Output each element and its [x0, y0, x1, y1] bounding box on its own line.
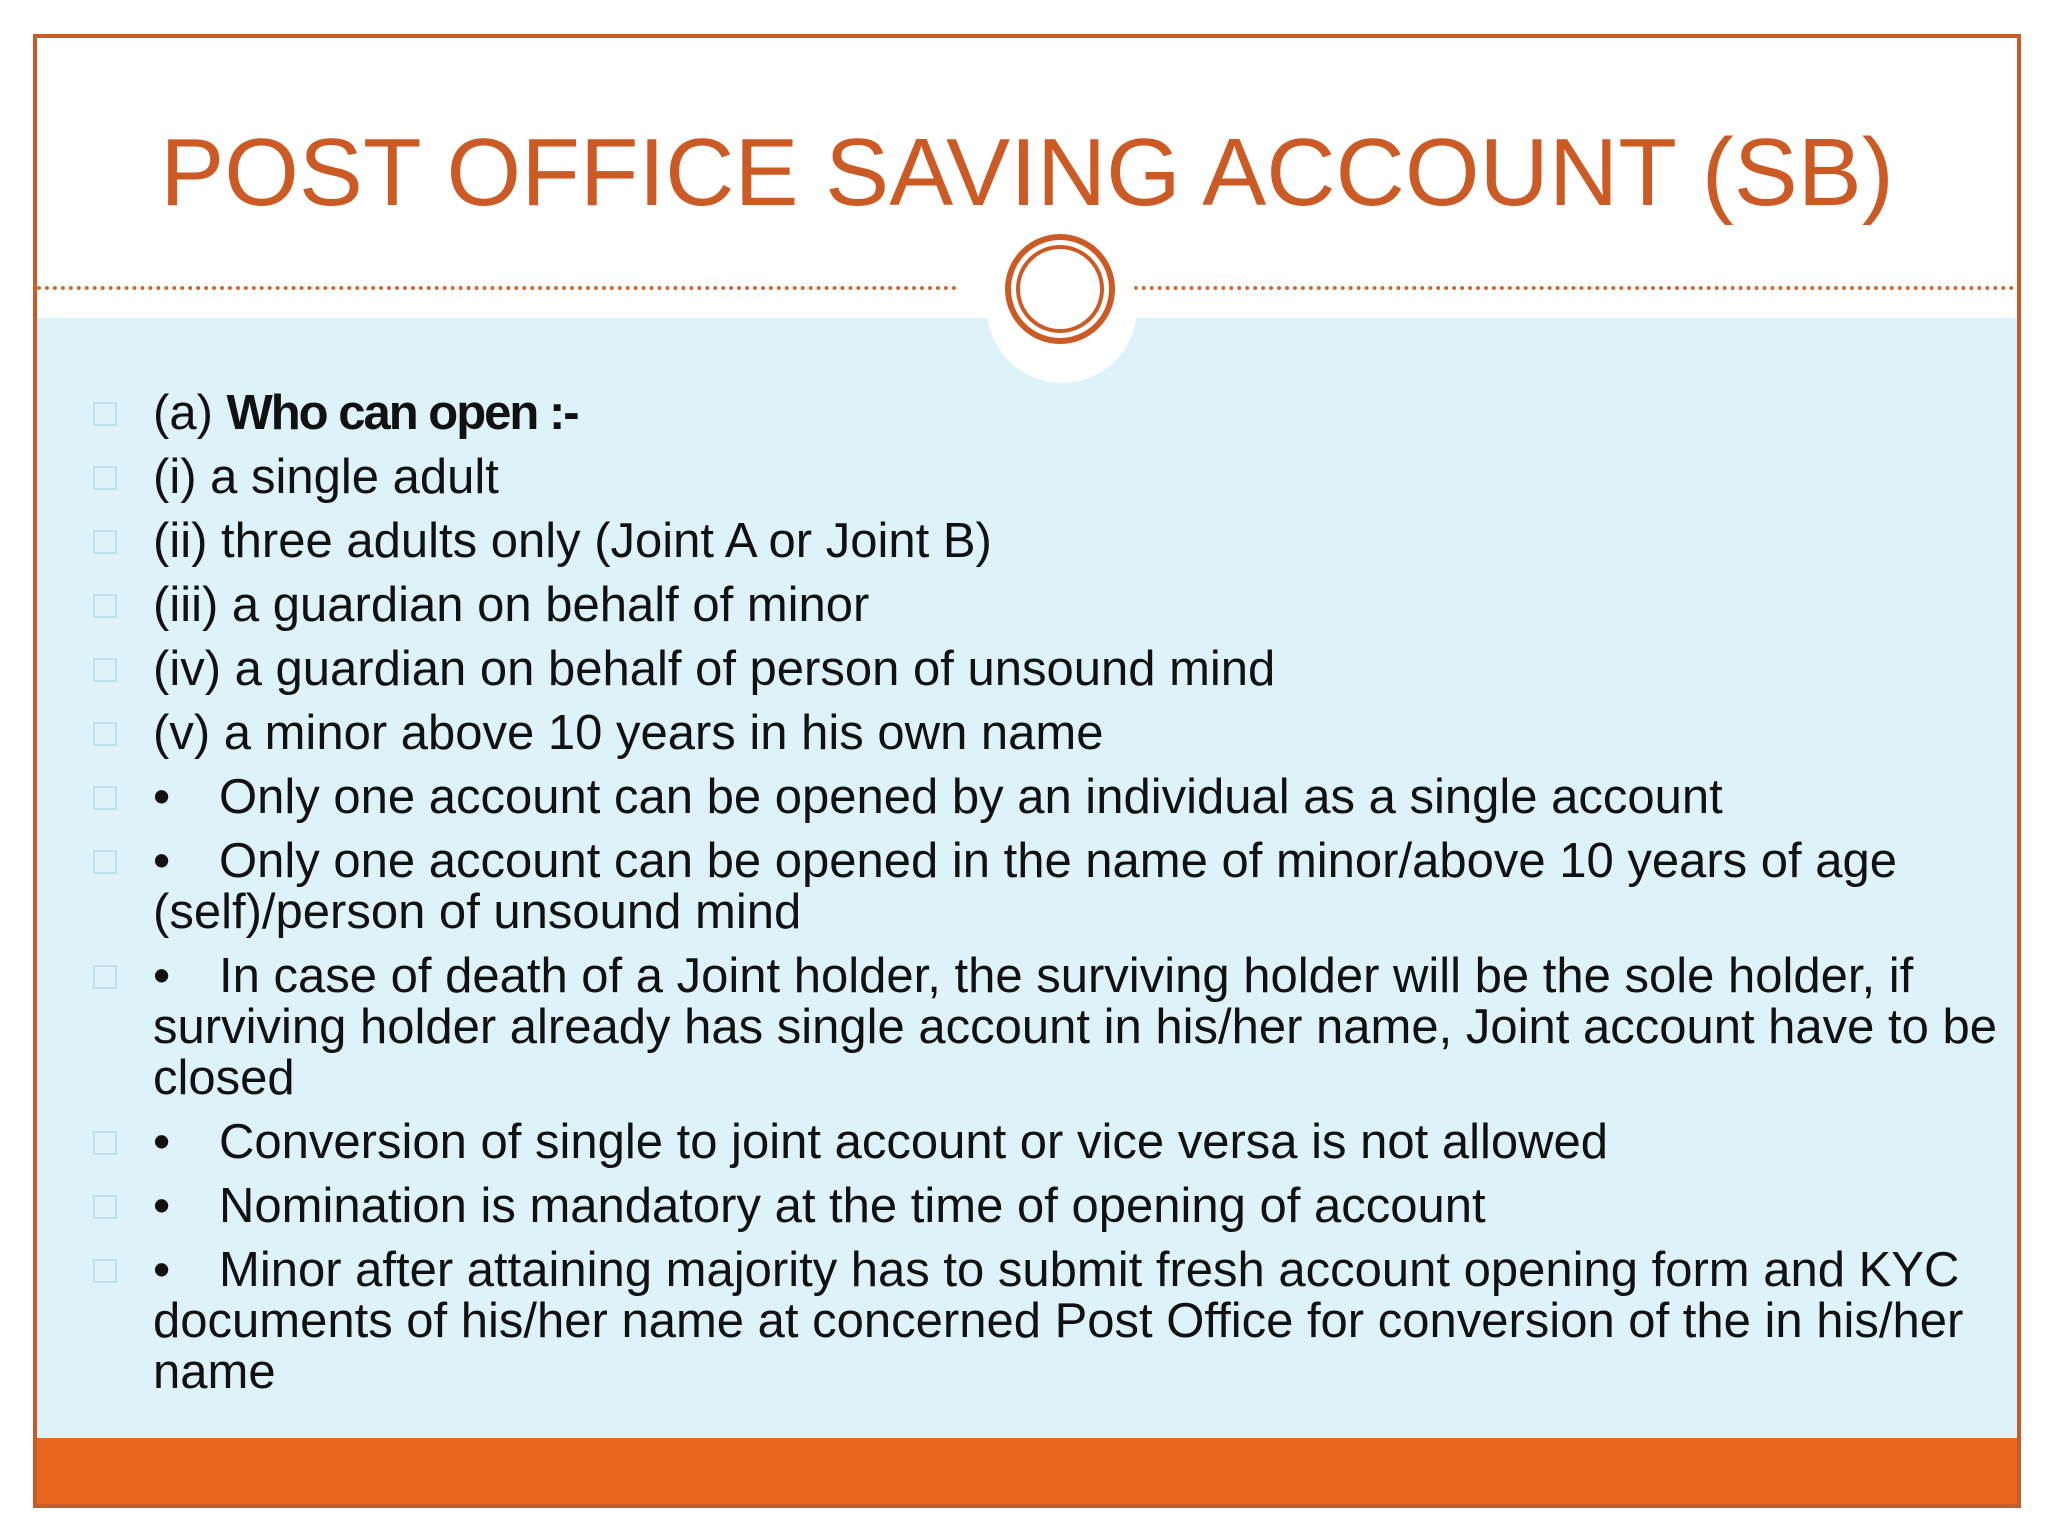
dotted-divider-left [37, 286, 957, 290]
checkbox-marker-icon [93, 1131, 117, 1155]
circle-ornament-icon [1005, 234, 1115, 344]
slide-title: POST OFFICE SAVING ACCOUNT (SB) [160, 119, 1894, 226]
bullet-dot-icon: • [153, 1115, 171, 1169]
checkbox-marker-icon [93, 466, 117, 490]
footer-bar [37, 1438, 2017, 1508]
list-item [57, 580, 2007, 631]
checkbox-marker-icon [93, 594, 117, 618]
list-item-heading [57, 388, 2007, 439]
slide-frame [33, 34, 2021, 1508]
list-item [57, 708, 2007, 759]
item-bold-text: Who can open [226, 386, 538, 440]
item-text: (ii) three adults only (Joint A or Joint B) [153, 514, 992, 568]
content-list [57, 388, 2007, 1411]
item-suffix: :- [537, 386, 578, 440]
list-item [57, 1245, 2007, 1398]
item-prefix: (a) [153, 386, 227, 440]
checkbox-marker-icon [93, 786, 117, 810]
item-text: Minor after attaining majority has to submit fresh account opening form and KYC documents of his/her name at concerned Post Office for conversion of the in his/her name [153, 1243, 1964, 1399]
checkbox-marker-icon [93, 658, 117, 682]
item-text: In case of death of a Joint holder, the surviving holder will be the sole holder, if surviving holder already has single account in his/her name, Joint account have to be closed [153, 949, 1998, 1105]
checkbox-marker-icon [93, 1195, 117, 1219]
checkbox-marker-icon [93, 402, 117, 426]
bullet-dot-icon: • [153, 1243, 171, 1297]
list-item [57, 644, 2007, 695]
checkbox-marker-icon [93, 965, 117, 989]
item-text: (v) a minor above 10 years in his own name [153, 706, 1104, 760]
item-text: Conversion of single to joint account or vice versa is not allowed [219, 1115, 1609, 1169]
item-text: Only one account can be opened by an individual as a single account [219, 770, 1723, 824]
list-item [57, 1117, 2007, 1168]
bullet-dot-icon: • [153, 1179, 171, 1233]
bullet-dot-icon: • [153, 770, 171, 824]
item-text: Only one account can be opened in the name of minor/above 10 years of age (self)/person of unsound mind [153, 834, 1898, 939]
list-item [57, 452, 2007, 503]
item-text: (iii) a guardian on behalf of minor [153, 578, 870, 632]
list-item [57, 951, 2007, 1104]
checkbox-marker-icon [93, 850, 117, 874]
bullet-dot-icon: • [153, 949, 171, 1003]
list-item [57, 772, 2007, 823]
item-text: (iv) a guardian on behalf of person of unsound mind [153, 642, 1276, 696]
checkbox-marker-icon [93, 530, 117, 554]
list-item [57, 836, 2007, 938]
list-item [57, 1181, 2007, 1232]
bullet-dot-icon: • [153, 834, 171, 888]
checkbox-marker-icon [93, 1259, 117, 1283]
item-text: Nomination is mandatory at the time of opening of account [219, 1179, 1486, 1233]
dotted-divider-right [1094, 286, 2021, 290]
checkbox-marker-icon [93, 722, 117, 746]
list-item [57, 516, 2007, 567]
item-text: (i) a single adult [153, 450, 499, 504]
